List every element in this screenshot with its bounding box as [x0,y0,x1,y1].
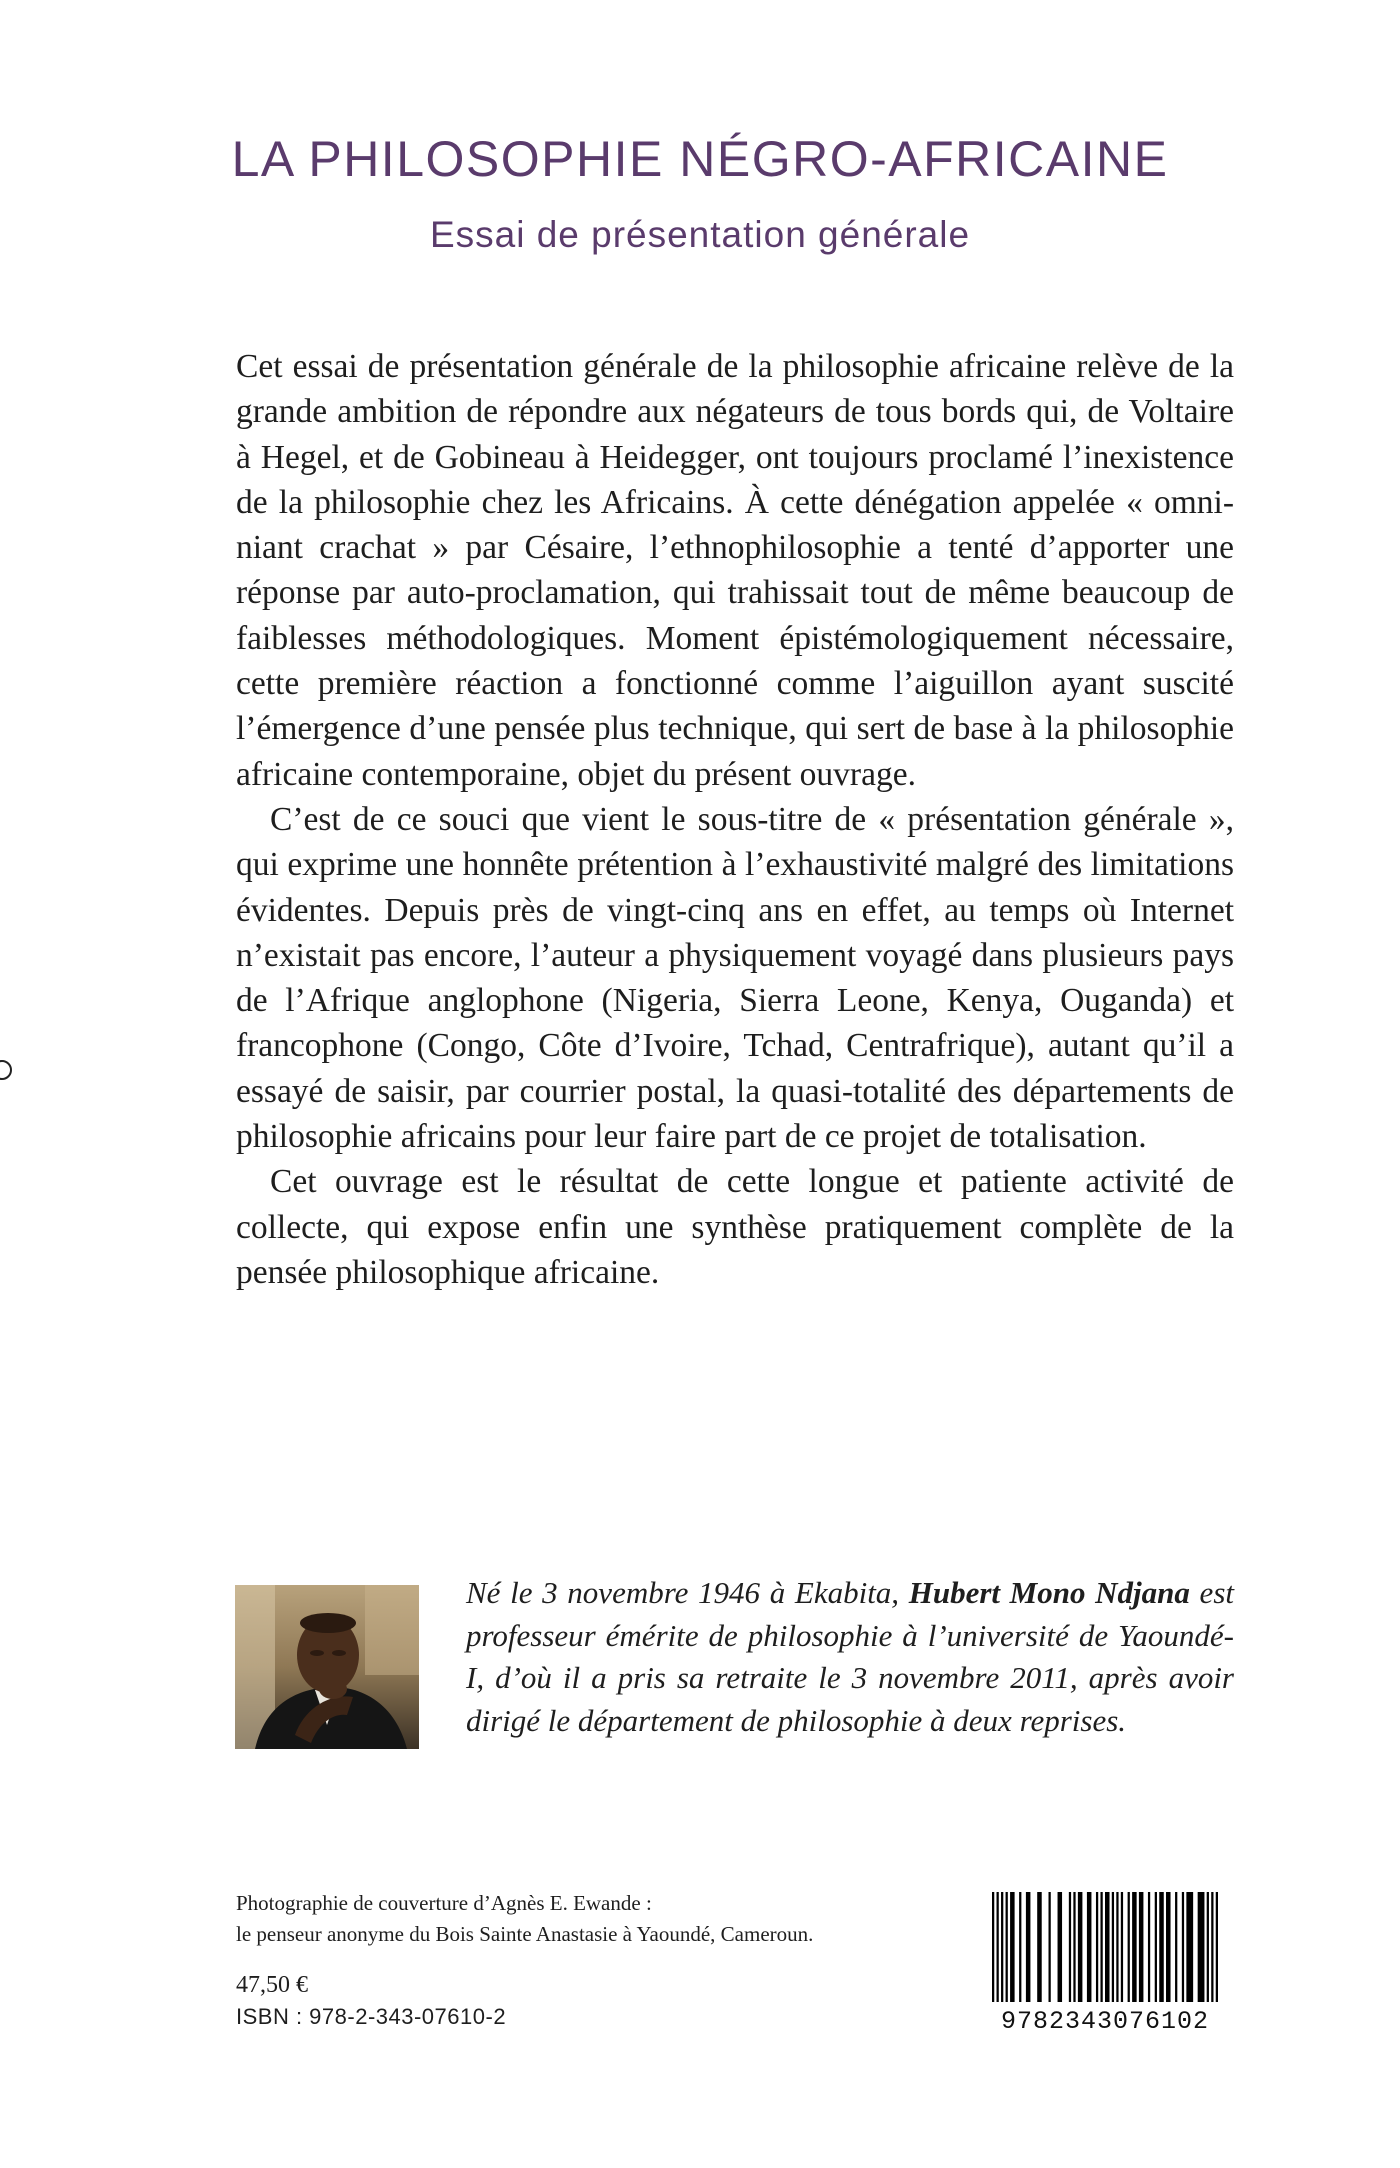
barcode-bar [1182,1892,1184,2002]
barcode-bar [1166,1892,1171,2002]
barcode-bar [1001,1892,1003,2002]
barcode-bar [1216,1892,1218,2002]
author-photo [235,1585,419,1749]
barcode-bar [1019,1892,1021,2002]
binding-mark-icon [0,1060,12,1080]
barcode-bar [1026,1892,1031,2002]
barcode-bars [992,1892,1218,2002]
barcode-bar [1010,1892,1015,2002]
barcode-bar [1175,1892,1177,2002]
price: 47,50 € [236,1972,308,1998]
barcode-bar [1211,1892,1213,2002]
barcode-bar [1159,1892,1164,2002]
barcode-bar [1155,1892,1157,2002]
photo-credit-line-1: Photographie de couverture d’Agnès E. Ewande : [236,1891,652,1915]
book-title: LA PHILOSOPHIE NÉGRO-AFRICAINE [231,131,1169,187]
barcode-bar [1186,1892,1193,2002]
barcode-bar [1148,1892,1150,2002]
barcode-bar [1096,1892,1098,2002]
photo-credits [236,1888,936,1950]
photo-credit-line-2: le penseur anonyme du Bois Sainte Anastasie à Yaoundé, Cameroun. [236,1922,814,1946]
barcode-bar [1132,1892,1137,2002]
barcode-bar [1078,1892,1083,2002]
barcode-bar [1112,1892,1114,2002]
blurb-paragraph-3: Cet ouvrage est le résultat de cette longue et patiente activité de collecte, qui expose enfin une synthèse pratiquement complète de la pensée philosophique africaine. [236,1163,1234,1291]
blurb-paragraph-2: C’est de ce souci que vient le sous-titre de « présentation générale », qui exprime une honnête prétention à l’exhaustivité malgré des limitations évidentes. Depuis près de vingt-cinq ans en effet, au temps où Internet n’existait pas encore, l’auteur a physiquement voyagé dans plusieurs pays de l’Afrique anglophone (Nigeria, Sierra Leone, Kenya, Ouganda) et francophone (Congo, Côte d’Ivoire, Tchad, Centrafrique), autant qu’il a essayé de saisir, par courrier postal, la quasi-totalité des départements de philosophie africains pour leur faire part de ce projet de totalisation. [236,800,1234,1156]
barcode-bar [1049,1892,1051,2002]
barcode-bar [1139,1892,1144,2002]
author-bio-intro: Né le 3 novembre 1946 à Ekabita, [466,1575,909,1610]
barcode-bar [1037,1892,1042,2002]
isbn: ISBN : 978-2-343-07610-2 [236,2004,507,2029]
author-name: Hubert Mono Ndjana [908,1575,1190,1610]
barcode-bar [1058,1892,1063,2002]
barcode-bar [992,1892,994,2002]
barcode-bar [1121,1892,1123,2002]
barcode-bar [1198,1892,1205,2002]
barcode-bar [1073,1892,1075,2002]
author-bio [466,1572,1234,1742]
book-subtitle: Essai de présentation générale [429,214,971,255]
barcode-bar [1116,1892,1118,2002]
author-bio-text: est professeur émérite de philosophie à l’université de Yaoundé-I, d’où il a pris sa retraite le 3 novembre 2011, après avoir dirigé le département de philosophie à deux reprises. [466,1575,1234,1738]
barcode-bar [1006,1892,1008,2002]
barcode-bar [1105,1892,1110,2002]
barcode-bar [1087,1892,1092,2002]
barcode-bar [1207,1892,1209,2002]
isbn-barcode [976,1880,1234,2050]
barcode-bar [997,1892,999,2002]
barcode-number: 9782343076102 [1000,2007,1210,2036]
back-cover-blurb [236,344,1234,1295]
barcode-bar [1128,1892,1130,2002]
barcode-bar [1100,1892,1102,2002]
blurb-paragraph-1: Cet essai de présentation générale de la philosophie africaine relève de la grande ambition de répondre aux négateurs de tous bords qui, de Voltaire à Hegel, et de Gobineau à Heidegger, ont toujours proclamé l’inexistence de la philosophie chez les Africains. À cette dénégation appelée « omni-niant crachat » par Césaire, l’ethnophilosophie a tenté d’apporter une réponse par auto-proclamation, qui trahissait tout de même beaucoup de faiblesses méthodologiques. Moment épistémologiquement nécessaire, cette première réaction a fonctionné comme l’aiguillon ayant suscité l’émergence d’une pensée plus technique, qui sert de base à la philosophie africaine contemporaine, objet du présent ouvrage. [236,348,1234,793]
barcode-bar [1069,1892,1071,2002]
